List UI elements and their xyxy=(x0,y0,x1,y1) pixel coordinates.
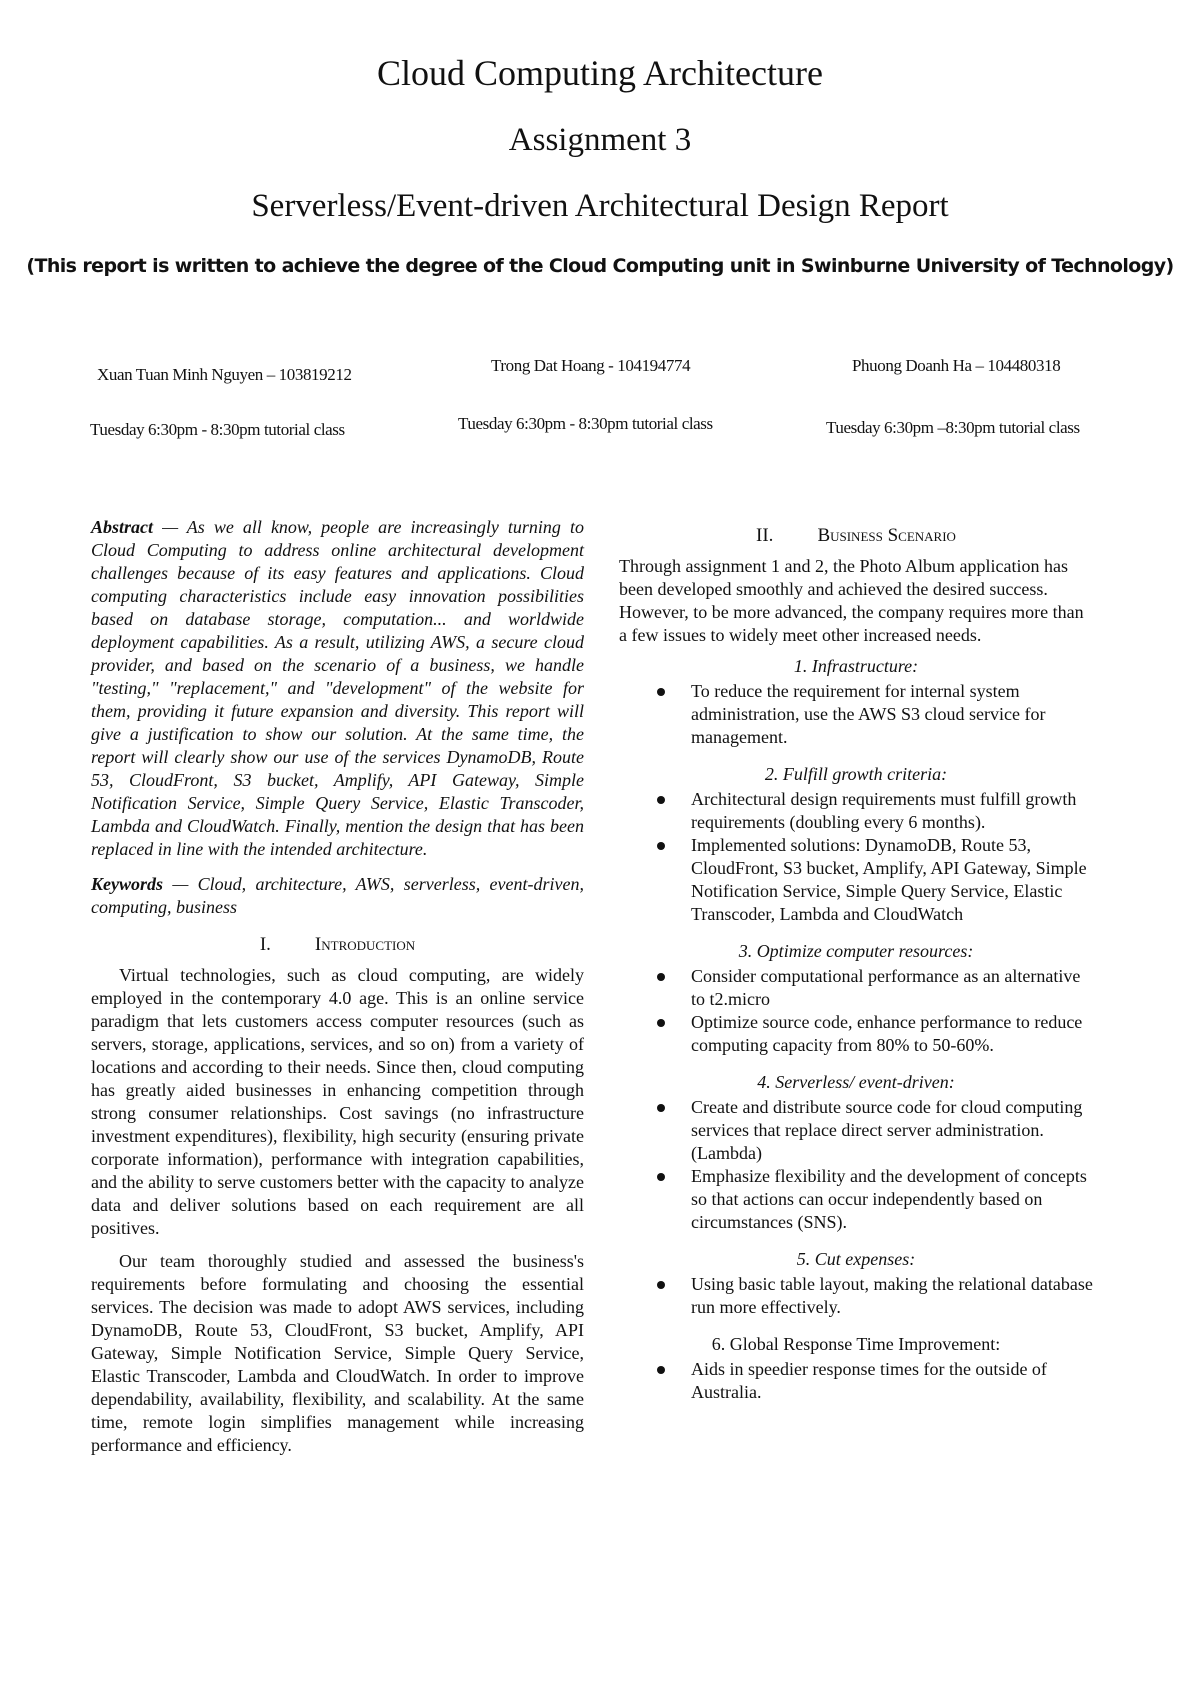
list-item: Create and distribute source code for cloud computing services that replace direct server administration. (Lambda) xyxy=(691,1096,1093,1165)
right-column xyxy=(619,524,1093,1404)
abstract-label: Abstract xyxy=(91,517,154,537)
bullet-icon xyxy=(657,1366,665,1374)
bullet-icon xyxy=(657,842,665,850)
bullet-list xyxy=(619,680,1093,749)
author-1-name: Xuan Tuan Minh Nguyen – 103819212 xyxy=(97,365,352,384)
list-item: Using basic table layout, making the relational database run more effectively. xyxy=(691,1273,1093,1319)
left-column xyxy=(91,516,584,1467)
subsection-title: 6. Global Response Time Improvement: xyxy=(711,1334,1001,1354)
bullet-list xyxy=(619,1358,1093,1404)
subsection-title: 2. Fulfill growth criteria: xyxy=(764,764,948,784)
bullet-icon xyxy=(657,688,665,696)
bullet-list xyxy=(619,1273,1093,1319)
degree-note: (This report is written to achieve the degree of the Cloud Computing unit in Swinburne University of Technology) xyxy=(26,255,1174,277)
keywords xyxy=(91,873,584,919)
bullet-list xyxy=(619,788,1093,926)
section-heading-introduction xyxy=(91,933,584,956)
list-item: Optimize source code, enhance performance to reduce computing capacity from 80% to 50-60%. xyxy=(691,1011,1093,1057)
bullet-list xyxy=(619,965,1093,1057)
bullet-list xyxy=(619,1096,1093,1234)
abstract-text: As we all know, people are increasingly turning to Cloud Computing to address online architectural development challenges because of its easy features and applications. Cloud computing characteristics include easy innovation possibilities based on database storage, computation... and worldwide deployment capabilities. As a result, utilizing AWS, a secure cloud provider, and based on the scenario of a business, we handle "testing," "replacement," and "development" of the website for them, providing it future expansion and diversity. This report will give a justification to show our solution. At the same time, the report will clearly show our use of the services DynamoDB, Route 53, CloudFront, S3 bucket, Amplify, API Gateway, Simple Notification Service, Simple Query Service, Elastic Transcoder, Lambda and CloudWatch. Finally, mention the design that has been replaced in line with the intended architecture. xyxy=(91,517,584,859)
subsection-title: 3. Optimize computer resources: xyxy=(738,941,974,961)
section-title: Business Scenario xyxy=(817,525,956,546)
bullet-icon xyxy=(657,796,665,804)
list-item: Emphasize flexibility and the development of concepts so that actions can occur independently based on circumstances (SNS). xyxy=(691,1165,1093,1234)
paper-title: Cloud Computing Architecture xyxy=(377,53,823,93)
keywords-text: Cloud, architecture, AWS, serverless, event-driven, computing, business xyxy=(91,874,584,917)
subsection-title: 4. Serverless/ event-driven: xyxy=(757,1072,955,1092)
bullet-icon xyxy=(657,1173,665,1181)
list-item: Aids in speedier response times for the outside of Australia. xyxy=(691,1358,1093,1404)
subsection-title: 1. Infrastructure: xyxy=(793,656,919,676)
author-1-class: Tuesday 6:30pm - 8:30pm tutorial class xyxy=(90,420,345,439)
list-item: To reduce the requirement for internal system administration, use the AWS S3 cloud service for management. xyxy=(691,680,1093,749)
section-title: Introduction xyxy=(314,934,416,955)
section-number: II. xyxy=(756,525,774,546)
keywords-label: Keywords xyxy=(91,874,163,894)
section-number: I. xyxy=(259,934,271,955)
section-heading-business-scenario xyxy=(619,524,1093,547)
list-item: Consider computational performance as an alternative to t2.micro xyxy=(691,965,1093,1011)
bullet-icon xyxy=(657,973,665,981)
keywords-separator: — xyxy=(163,874,198,894)
report-title: Serverless/Event-driven Architectural Design Report xyxy=(251,188,949,224)
abstract xyxy=(91,516,584,861)
author-3-name: Phuong Doanh Ha – 104480318 xyxy=(852,356,1061,375)
author-2-name: Trong Dat Hoang - 104194774 xyxy=(491,356,691,375)
author-3-class: Tuesday 6:30pm –8:30pm tutorial class xyxy=(826,418,1080,437)
abstract-separator: — xyxy=(153,517,187,537)
bullet-icon xyxy=(657,1019,665,1027)
intro-paragraph-1: Virtual technologies, such as cloud computing, are widely employed in the contemporary 4.0 age. This is an online service paradigm that lets customers access computer resources (such as servers, storage, applications, services, and so on) from a variety of locations and according to their needs. Since then, cloud computing has greatly aided businesses in enhancing competition through strong consumer relationships. Cost savings (no infrastructure investment expenditures), flexibility, high security (ensuring private corporate information), performance with integration capabilities, and the ability to serve customers better with the capacity to analyze data and deliver solutions based on each requirement are all positives. xyxy=(91,965,584,1238)
bullet-icon xyxy=(657,1281,665,1289)
list-item: Architectural design requirements must fulfill growth requirements (doubling every 6 months). xyxy=(691,788,1093,834)
intro-paragraph-2: Our team thoroughly studied and assessed the business's requirements before formulating and choosing the essential services. The decision was made to adopt AWS services, including DynamoDB, Route 53, CloudFront, S3 bucket, Amplify, API Gateway, Simple Notification Service, Simple Query Service, Elastic Transcoder, Lambda and CloudWatch. In order to improve dependability, availability, flexibility, and scalability. At the same time, remote login simplifies management while increasing performance and efficiency. xyxy=(91,1251,584,1455)
bullet-icon xyxy=(657,1104,665,1112)
assignment-subtitle: Assignment 3 xyxy=(508,122,692,158)
list-item: Implemented solutions: DynamoDB, Route 53, CloudFront, S3 bucket, Amplify, API Gateway, Simple Notification Service, Simple Query Service, Elastic Transcoder, Lambda and CloudWatch xyxy=(691,834,1093,926)
subsection-title: 5. Cut expenses: xyxy=(796,1249,916,1269)
author-2-class: Tuesday 6:30pm - 8:30pm tutorial class xyxy=(458,414,713,433)
business-intro: Through assignment 1 and 2, the Photo Album application has been developed smoothly and achieved the desired success. However, to be more advanced, the company requires more than a few issues to widely meet other increased needs. xyxy=(619,556,1084,645)
